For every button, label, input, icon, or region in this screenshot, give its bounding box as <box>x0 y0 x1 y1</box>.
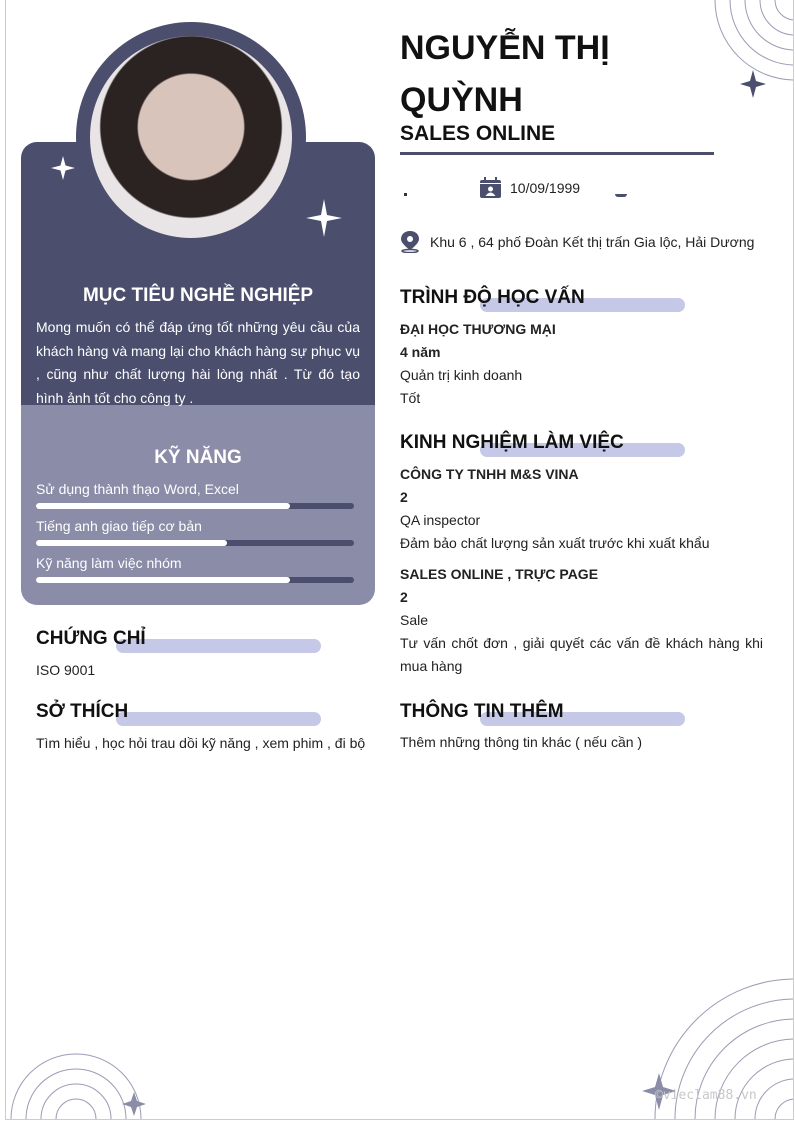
sparkle-icon <box>50 155 76 181</box>
description: Đảm bảo chất lượng sản xuất trước khi xuất khẩu <box>400 535 710 551</box>
location-pin-icon <box>400 231 420 253</box>
skill-item <box>36 555 354 583</box>
decorative-arc <box>775 0 794 20</box>
skill-item <box>36 481 354 509</box>
decorative-arc <box>760 0 794 35</box>
skill-bar-fill <box>36 577 290 583</box>
experience-section <box>400 463 763 678</box>
experience-item <box>400 463 763 555</box>
school-name: ĐẠI HỌC THƯƠNG MẠI <box>400 321 556 337</box>
decorative-arc <box>745 0 794 50</box>
skill-label: Kỹ năng làm việc nhóm <box>36 555 182 571</box>
decorative-arc <box>56 1099 96 1119</box>
hobbies-title: SỞ THÍCH <box>36 701 128 723</box>
company: CÔNG TY TNHH M&S VINA <box>400 466 579 482</box>
education-section <box>400 318 765 410</box>
dob-text: 10/09/1999 <box>510 180 581 196</box>
sparkle-icon <box>305 198 343 238</box>
objective-title: MỤC TIÊU NGHỀ NGHIỆP <box>82 285 314 306</box>
sparkle-icon <box>740 70 766 98</box>
description: Tư vấn chốt đơn , giải quyết các vấn đề khách hàng khi mua hàng <box>400 635 763 674</box>
skill-bar <box>36 540 354 546</box>
certificates-title: CHỨNG CHỈ <box>36 628 146 650</box>
avatar <box>90 36 292 238</box>
role: QA inspector <box>400 512 481 528</box>
calendar-icon <box>480 177 501 198</box>
skill-bar-fill <box>36 503 290 509</box>
decorative-arc <box>775 1099 794 1119</box>
education-title: TRÌNH ĐỘ HỌC VẤN <box>400 287 585 309</box>
decorative-arc <box>11 1054 141 1119</box>
decorative-arc <box>715 1039 794 1119</box>
duration: 2 <box>400 589 408 605</box>
duration: 2 <box>400 489 408 505</box>
skill-label: Tiếng anh giao tiếp cơ bản <box>36 518 202 534</box>
experience-title: KINH NGHIỆM LÀM VIỆC <box>400 432 624 454</box>
skill-bar <box>36 577 354 583</box>
address-text: Khu 6 , 64 phố Đoàn Kết thị trấn Gia lộc, Hải Dương <box>430 234 755 250</box>
hobbies-text: Tìm hiểu , học hỏi trau dồi kỹ năng , xem phim , đi bộ <box>36 735 366 751</box>
divider <box>400 152 714 155</box>
skills-title: KỸ NĂNG <box>154 447 242 468</box>
education-duration: 4 năm <box>400 344 441 360</box>
contact-fragment <box>615 194 627 197</box>
certificates-text: ISO 9001 <box>36 662 96 678</box>
objective-text: Mong muốn có thể đáp ứng tốt những yêu cầu của khách hàng và mang lại cho khách hàng sự phục vụ , cũng như chất lượng hài lòng nhất . Từ đó tạo hình ảnh tốt cho công ty . <box>36 319 360 406</box>
education-grade: Tốt <box>400 390 421 406</box>
decorative-arc <box>26 1069 126 1119</box>
skill-bar <box>36 503 354 509</box>
skill-bar-fill <box>36 540 227 546</box>
extra-info-text: Thêm những thông tin khác ( nếu cần ) <box>400 734 643 750</box>
watermark: ©vieclam88.vn <box>655 1088 757 1103</box>
decorative-arc <box>755 1079 794 1119</box>
job-position: SALES ONLINE <box>400 122 556 145</box>
skill-item <box>36 518 354 546</box>
skill-label: Sử dụng thành thạo Word, Excel <box>36 481 239 497</box>
extra-info-title: THÔNG TIN THÊM <box>400 701 564 723</box>
full-name: NGUYỄN THỊ QUỲNH <box>400 29 610 119</box>
company: SALES ONLINE , TRỰC PAGE <box>400 566 599 582</box>
experience-item <box>400 563 763 678</box>
role: Sale <box>400 612 429 628</box>
decorative-arc <box>730 0 794 65</box>
decorative-arc <box>715 0 794 80</box>
decorative-arc <box>41 1084 111 1119</box>
contact-fragment <box>404 193 407 196</box>
education-major: Quản trị kinh doanh <box>400 367 523 383</box>
